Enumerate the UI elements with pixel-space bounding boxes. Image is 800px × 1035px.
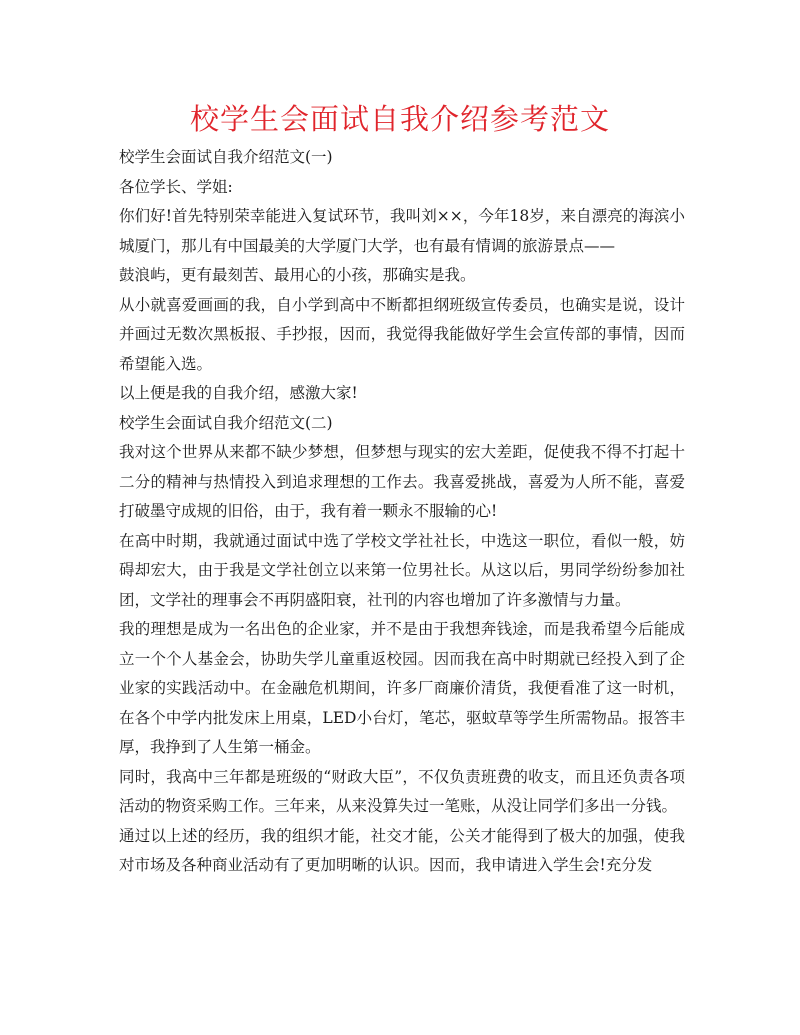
paragraph-intro: 你们好!首先特别荣幸能进入复试环节，我叫刘××，今年18岁，来自漂亮的海滨小城厦门，那儿有中国最美的大学厦门大学，也有最有情调的旅游景点—— [119, 207, 685, 255]
paragraph-greeting: 各位学长、学姐: [119, 177, 233, 196]
section-heading-1: 校学生会面试自我介绍范文(一) [119, 148, 333, 166]
paragraph-entrepreneur: 我的理想是成为一名出色的企业家，并不是由于我想奔钱途，而是我希望今后能成立一个个人基金会，协助失学儿童重返校园。因而我在高中时期就已经投入到了企业家的实践活动中。在金融危机期间，许多厂商廉价清货，我便看准了这一时机，在各个中学内批发床上用桌，LED小台灯，笔芯，驱蚊草等学生所需物品。报答丰厚，我挣到了人生第一桶金。 [119, 620, 685, 756]
paragraph-dream: 我对这个世界从来都不缺少梦想，但梦想与现实的宏大差距，促使我不得不打起十二分的精神与热情投入到追求理想的工作去。我喜爱挑战，喜爱为人所不能，喜爱打破墨守成规的旧俗，由于，我有着一颗永不服输的心! [119, 443, 685, 520]
paragraph-intro-cont: 鼓浪屿，更有最刻苦、最用心的小孩，那确实是我。 [119, 266, 476, 284]
paragraph-literature-club: 在高中时期，我就通过面试中选了学校文学社社长，中选这一职位，看似一般，妨碍却宏大，由于我是文学社创立以来第一位男社长。从这以后，男同学纷纷参加社团，文学社的理事会不再阴盛阳衰，社刊的内容也增加了许多激情与力量。 [119, 531, 685, 609]
paragraph-finance: 同时，我高中三年都是班级的“财政大臣”，不仅负责班费的收支，而且还负责各项活动的物资采购工作。三年来，从来没算失过一笔账，从没让同学们多出一分钱。 [119, 767, 685, 815]
document-body [119, 143, 685, 881]
section-heading-2: 校学生会面试自我介绍范文(二) [119, 413, 333, 432]
document-title: 校学生会面试自我介绍参考范文 [189, 102, 610, 136]
paragraph-hobby: 从小就喜爱画画的我，自小学到高中不断都担纲班级宣传委员，也确实是说，设计并画过无数次黑板报、手抄报，因而，我觉得我能做好学生会宣传部的事情，因而希望能入选。 [119, 295, 685, 373]
paragraph-conclusion: 通过以上述的经历，我的组织才能，社交才能，公关才能得到了极大的加强，使我对市场及各种商业活动有了更加明晰的认识。因而，我申请进入学生会!充分发 [119, 826, 685, 874]
paragraph-thanks: 以上便是我的自我介绍，感激大家! [119, 384, 358, 402]
